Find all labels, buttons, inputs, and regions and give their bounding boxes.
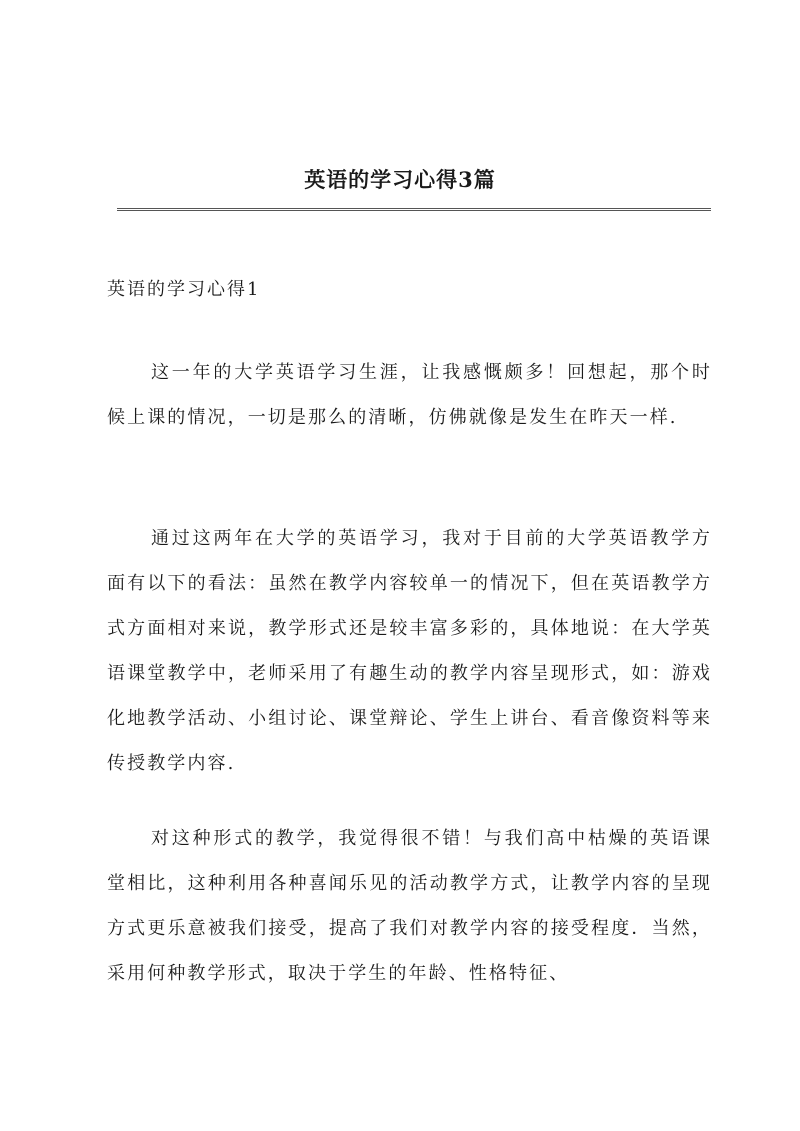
- page-title: 英语的学习心得3篇: [304, 167, 496, 192]
- paragraph-1: 这一年的大学英语学习生涯，让我感慨颇多！回想起，那个时候上课的情况，一切是那么的清晰，仿佛就像是发生在昨天一样.: [107, 362, 712, 428]
- title-divider: [117, 208, 711, 211]
- paragraph-2: 通过这两年在大学的英语学习，我对于目前的大学英语教学方面有以下的看法：虽然在教学内容较单一的情况下，但在英语教学方式方面相对来说，教学形式还是较丰富多彩的，具体地说：在大学英语课堂教学中，老师采用了有趣生动的教学内容呈现形式，如：游戏化地教学活动、小组讨论、课堂辩论、学生上讲台、看音像资料等来传授教学内容.: [107, 528, 712, 774]
- section-heading: 英语的学习心得1: [107, 279, 261, 300]
- paragraph-3: 对这种形式的教学，我觉得很不错！与我们高中枯燥的英语课堂相比，这种利用各种喜闻乐见的活动教学方式，让教学内容的呈现方式更乐意被我们接受，提高了我们对教学内容的接受程度．当然，采用何种教学形式，取决于学生的年龄、性格特征、: [107, 828, 712, 984]
